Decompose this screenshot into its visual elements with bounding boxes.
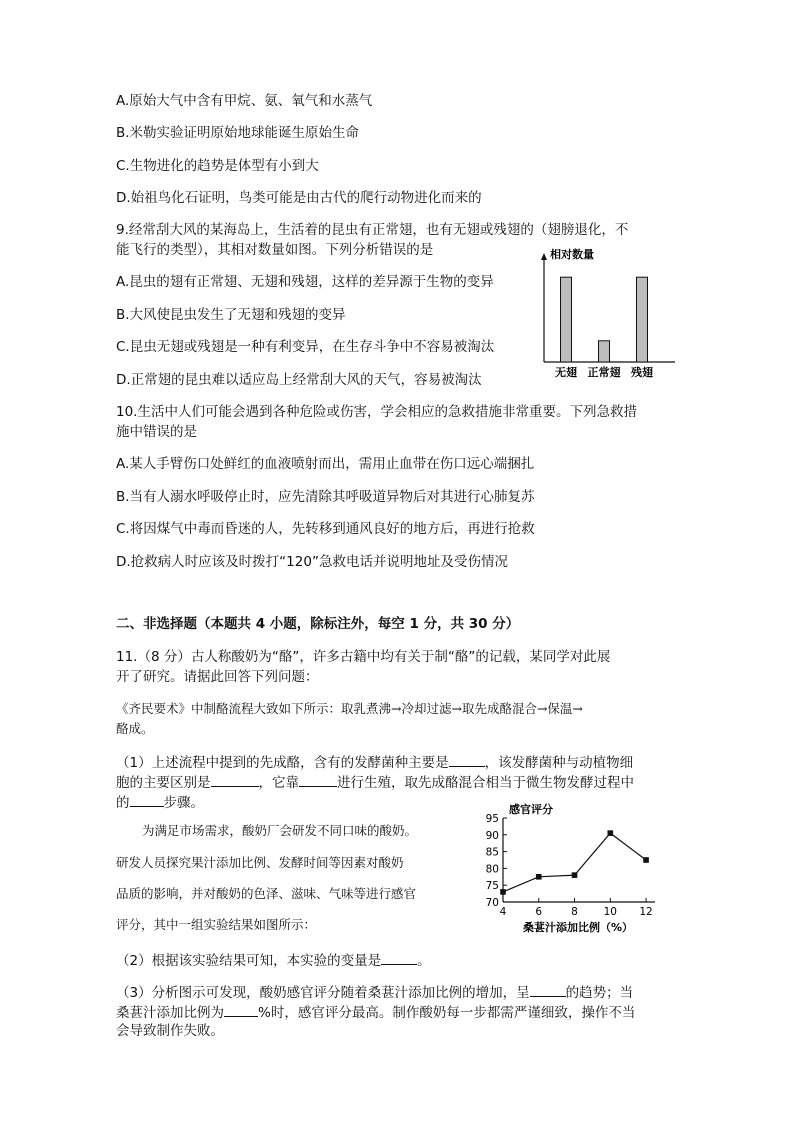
bar-chart-y-label: 相对数量 bbox=[550, 248, 594, 261]
q11-blank-3[interactable] bbox=[299, 772, 337, 787]
y-tick-label: 75 bbox=[485, 880, 499, 893]
y-tick-label: 85 bbox=[485, 846, 499, 859]
q11-part2-text-a: （2）根据该实验结果可知，本实验的变量是 bbox=[116, 953, 382, 969]
q8-option-a: A.原始大气中含有甲烷、氨、氧气和水蒸气 bbox=[116, 93, 373, 109]
q10-stem-line1: 10.生活中人们可能会遇到各种危险或伤害，学会相应的急救措施非常重要。下列急救措 bbox=[116, 404, 637, 420]
y-tick-label: 70 bbox=[485, 897, 499, 909]
q11-blank-1[interactable] bbox=[449, 752, 485, 767]
q11-part3-line1 bbox=[116, 982, 633, 1002]
q11-stem-line2: 开了研究。请据此回答下列问题： bbox=[116, 669, 319, 685]
q9-stem-line1: 9.经常刮大风的某海岛上，生活着的昆虫有正常翅，也有无翅或残翅的（翅膀退化，不 bbox=[116, 222, 629, 238]
insect-wing-bar-chart bbox=[530, 240, 680, 380]
x-tick-label: 6 bbox=[535, 906, 543, 918]
score-point bbox=[607, 830, 613, 836]
q10-option-b: B.当有人溺水呼吸停止时，应先清除其呼吸道异物后对其进行心肺复苏 bbox=[116, 489, 535, 505]
x-tick-label: 10 bbox=[603, 906, 617, 918]
q11-part3-text-b: 的趋势；当 bbox=[565, 985, 634, 1001]
q8-option-d: D.始祖鸟化石证明，鸟类可能是由古代的爬行动物进化而来的 bbox=[116, 190, 482, 206]
q11-part1-line2 bbox=[116, 772, 634, 792]
q11-part1-text-f: 的 bbox=[116, 795, 130, 811]
q11-book-line2: 酪成。 bbox=[116, 721, 154, 736]
section2-title: 二、非选择题（本题共 4 小题，除标注外，每空 1 分，共 30 分） bbox=[116, 616, 520, 632]
q11-research-line4: 评分，其中一组实验结果如图所示： bbox=[116, 917, 317, 932]
q11-part2-text-b: 。 bbox=[417, 953, 431, 969]
q8-option-c: C.生物进化的趋势是体型有小到大 bbox=[116, 158, 319, 174]
q11-part1-line1 bbox=[116, 752, 633, 772]
bar-2 bbox=[637, 277, 648, 362]
sensory-score-line-chart bbox=[465, 800, 680, 940]
q10-option-a: A.某人手臂伤口处鲜红的血液喷射而出，需用止血带在伤口远心端捆扎 bbox=[116, 456, 535, 472]
q11-blank-6[interactable] bbox=[530, 982, 566, 997]
q11-part1-text-b: ，该发酵菌种与动植物细 bbox=[484, 755, 634, 771]
q10-stem-line2: 施中错误的是 bbox=[116, 424, 197, 440]
q11-part3-text-a: （3）分析图示可发现，酸奶感官评分随着桑葚汁添加比例的增加，呈 bbox=[116, 985, 530, 1001]
y-tick-label: 80 bbox=[485, 863, 499, 876]
q11-part1-line3 bbox=[116, 792, 204, 812]
q9-stem-line2: 能飞行的类型），其相对数量如图。下列分析错误的是 bbox=[116, 242, 434, 258]
q11-stem-line1: 11.（8 分）古人称酸奶为“酪”，许多古籍中均有关于制“酪”的记载，某同学对此展 bbox=[116, 649, 611, 665]
score-series-line bbox=[503, 833, 646, 892]
y-tick-label: 90 bbox=[485, 829, 499, 842]
q9-option-c: C.昆虫无翅或残翅是一种有利变异，在生存斗争中不容易被淘汰 bbox=[116, 339, 495, 355]
q11-part3-text-c: 桑葚汁添加比例为 bbox=[116, 1005, 224, 1021]
q9-option-b: B.大风使昆虫发生了无翅和残翅的变异 bbox=[116, 307, 346, 323]
q11-part1-text-g: 步骤。 bbox=[163, 795, 204, 811]
q11-part3-line2 bbox=[116, 1002, 635, 1022]
bar-chart-y-arrow bbox=[541, 253, 547, 260]
q10-option-c: C.将因煤气中毒而昏迷的人，先转移到通风良好的地方后，再进行抢救 bbox=[116, 521, 535, 537]
bar-0 bbox=[561, 277, 572, 362]
q11-book-line1: 《齐民要术》中制酪流程大致如下所示：取乳煮沸→冷却过滤→取先成酪混合→保温→ bbox=[116, 701, 583, 716]
q9-option-d: D.正常翅的昆虫难以适应岛上经常刮大风的天气，容易被淘汰 bbox=[116, 372, 482, 388]
q11-part3-line3: 会导致制作失败。 bbox=[116, 1023, 224, 1039]
score-point bbox=[643, 857, 649, 863]
line-chart-y-label: 感官评分 bbox=[509, 803, 553, 816]
bar-category-label: 正常翅 bbox=[587, 366, 621, 379]
x-tick-label: 8 bbox=[571, 906, 578, 918]
q8-option-b: B.米勒实验证明原始地球能诞生原始生命 bbox=[116, 125, 360, 141]
score-point bbox=[572, 872, 578, 878]
q9-option-a: A.昆虫的翅有正常翅、无翅和残翅，这样的差异源于生物的变异 bbox=[116, 274, 494, 290]
bar-category-label: 残翅 bbox=[631, 366, 653, 379]
q11-blank-7[interactable] bbox=[224, 1002, 258, 1017]
q11-research-line2: 研发人员探究果汁添加比例、发酵时间等因素对酸奶 bbox=[116, 855, 404, 870]
q11-part1-text-d: ，它靠 bbox=[258, 775, 299, 791]
q11-blank-4[interactable] bbox=[130, 792, 164, 807]
bar-1 bbox=[599, 341, 610, 362]
q11-blank-5[interactable] bbox=[381, 950, 417, 965]
q11-blank-2[interactable] bbox=[211, 772, 259, 787]
q11-part2-line bbox=[116, 950, 431, 970]
x-tick-label: 12 bbox=[639, 906, 653, 918]
y-tick-label: 95 bbox=[485, 813, 499, 825]
bar-category-label: 无翅 bbox=[555, 366, 577, 379]
score-point bbox=[536, 874, 542, 880]
q11-research-line1: 为满足市场需求，酸奶厂会研发不同口味的酸奶。 bbox=[142, 823, 418, 838]
q11-part1-text-c: 胞的主要区别是 bbox=[116, 775, 211, 791]
x-tick-label: 4 bbox=[499, 906, 507, 918]
score-point bbox=[500, 889, 506, 895]
q11-part1-text-a: （1）上述流程中提到的先成酪，含有的发酵菌种主要是 bbox=[116, 755, 449, 771]
q11-part3-text-d: %时，感官评分最高。制作酸奶每一步都需严谨细致，操作不当 bbox=[258, 1005, 636, 1021]
line-chart-x-label: 桑葚汁添加比例（%） bbox=[523, 921, 634, 934]
q10-option-d: D.抢救病人时应该及时拨打“120”急救电话并说明地址及受伤情况 bbox=[116, 554, 508, 570]
q11-research-line3: 品质的影响，并对酸奶的色泽、滋味、气味等进行感官 bbox=[116, 886, 417, 901]
q11-part1-text-e: 进行生殖，取先成酪混合相当于微生物发酵过程中 bbox=[337, 775, 634, 791]
